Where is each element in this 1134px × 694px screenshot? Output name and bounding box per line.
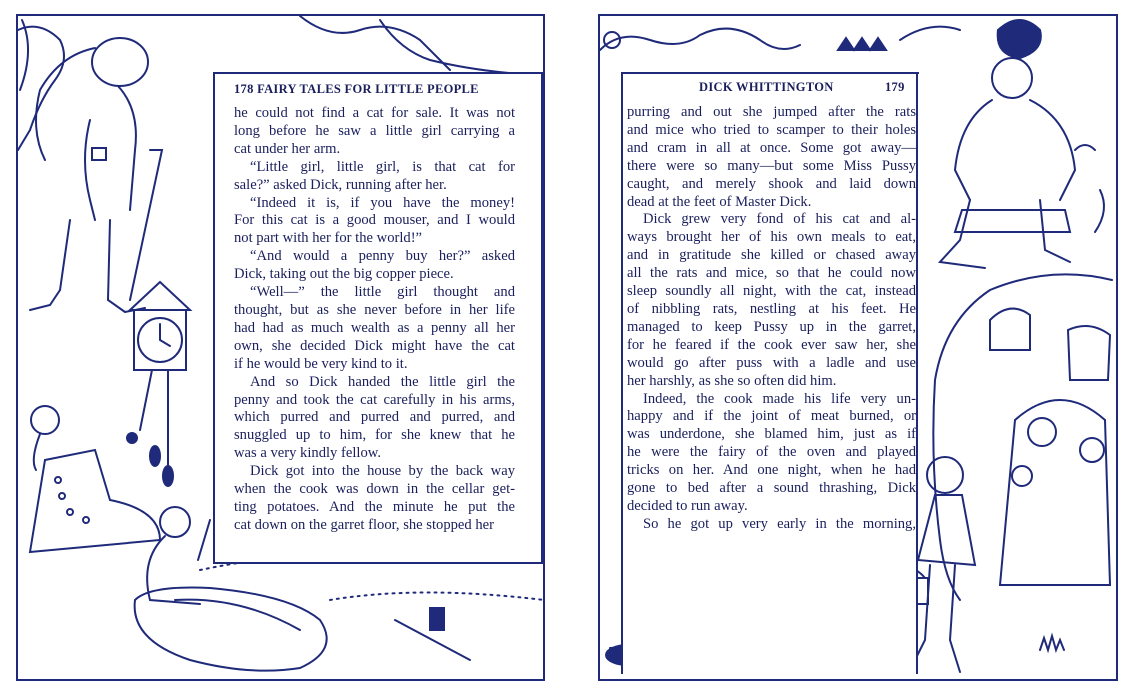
right-head-rule: [621, 72, 919, 74]
text-line: Dick, taking out the big copper piece.: [234, 266, 454, 283]
text-line: when the cook was down in the cellar get-: [234, 481, 515, 498]
text-line: there were so many—but some Miss Pussy: [627, 157, 916, 174]
text-line: Indeed, the cook made his life very un-: [643, 390, 916, 407]
text-line: which purred and purred and purred, and: [234, 409, 515, 426]
text-line: ting potatoes. And the minute he put the: [234, 498, 515, 515]
text-line: for he feared if the cook ever saw her, she: [627, 336, 916, 353]
text-line: and cram in all at once. Some got away—: [627, 139, 916, 156]
text-line: sale?” asked Dick, running after her.: [234, 176, 447, 193]
text-line: all the rats and mice, so that he could now: [627, 265, 916, 282]
text-line: So he got up very early in the morning,: [643, 515, 916, 532]
text-line: was underdone, she blamed him, just as if: [627, 426, 916, 443]
right-running-head-title: DICK WHITTINGTON: [699, 80, 834, 94]
left-running-head-title: FAIRY TALES FOR LITTLE PEOPLE: [257, 82, 479, 96]
text-line: Dick grew very fond of his cat and al-: [643, 211, 916, 228]
text-line: and in gratitude she killed or chased away: [627, 247, 916, 264]
text-line: “And would a penny buy her?” asked: [250, 248, 515, 265]
right-body-text: [627, 104, 916, 534]
text-line: own, she decided Dick might have the cat: [234, 337, 515, 354]
text-line: would go after puss with a ladle and use: [627, 354, 916, 371]
text-line: sleep soundly all night, with the cat, instead: [627, 283, 916, 300]
text-line: For this cat is a good mouser, and I would: [234, 212, 515, 229]
text-line: caught, and merely shook and laid down: [627, 175, 916, 192]
text-line: of nibbling rats, nestling at his feet. He: [627, 300, 916, 317]
text-line: Dick got into the house by the back way: [250, 463, 515, 480]
text-line: “Indeed it is, if you have the money!: [250, 194, 515, 211]
text-line: snuggled up to him, for she knew that he: [234, 427, 515, 444]
text-line: not part with her for the world!”: [234, 230, 423, 247]
text-line: thought, but as she never before in her life: [234, 301, 515, 318]
text-line: ways brought her of his own meals to eat,: [627, 229, 916, 246]
text-line: he could not find a cat for sale. It was not: [234, 105, 515, 121]
text-line: tricks on her. And one night, when he had: [627, 462, 916, 479]
text-line: and mice who tried to scamper to their holes: [627, 121, 916, 138]
right-page-number: 179: [885, 80, 905, 94]
text-line: gone to bed after a sound thrashing, Dick: [627, 480, 916, 497]
text-line: decided to run away.: [627, 497, 748, 514]
text-line: long before he saw a little girl carrying a: [234, 122, 515, 139]
text-line: “Well—” the little girl thought and: [250, 284, 515, 301]
text-line: he were the fairy of the oven and played: [627, 444, 916, 461]
text-line: penny and took the cat carefully in his arms,: [234, 391, 515, 408]
text-line: cat down on the garret floor, she stopped her: [234, 516, 494, 533]
text-line: her harshly, as she so often did him.: [627, 372, 837, 389]
left-page-number: 178: [234, 82, 254, 96]
text-line: was a very kindly fellow.: [234, 445, 381, 462]
text-line: And so Dick handed the little girl the: [250, 373, 515, 390]
text-line: managed to keep Pussy up in the garret,: [627, 318, 916, 335]
text-line: dead at the feet of Master Dick.: [627, 193, 812, 210]
text-line: cat under her arm.: [234, 140, 341, 157]
text-line: if he would be very kind to it.: [234, 355, 408, 372]
text-line: had had as much wealth as a penny all her: [234, 319, 515, 336]
text-line: happy and if the joint of meat burned, or: [627, 408, 916, 425]
text-line: purring and out she jumped after the rats: [627, 104, 916, 120]
text-line: “Little girl, little girl, is that cat for: [250, 158, 515, 175]
